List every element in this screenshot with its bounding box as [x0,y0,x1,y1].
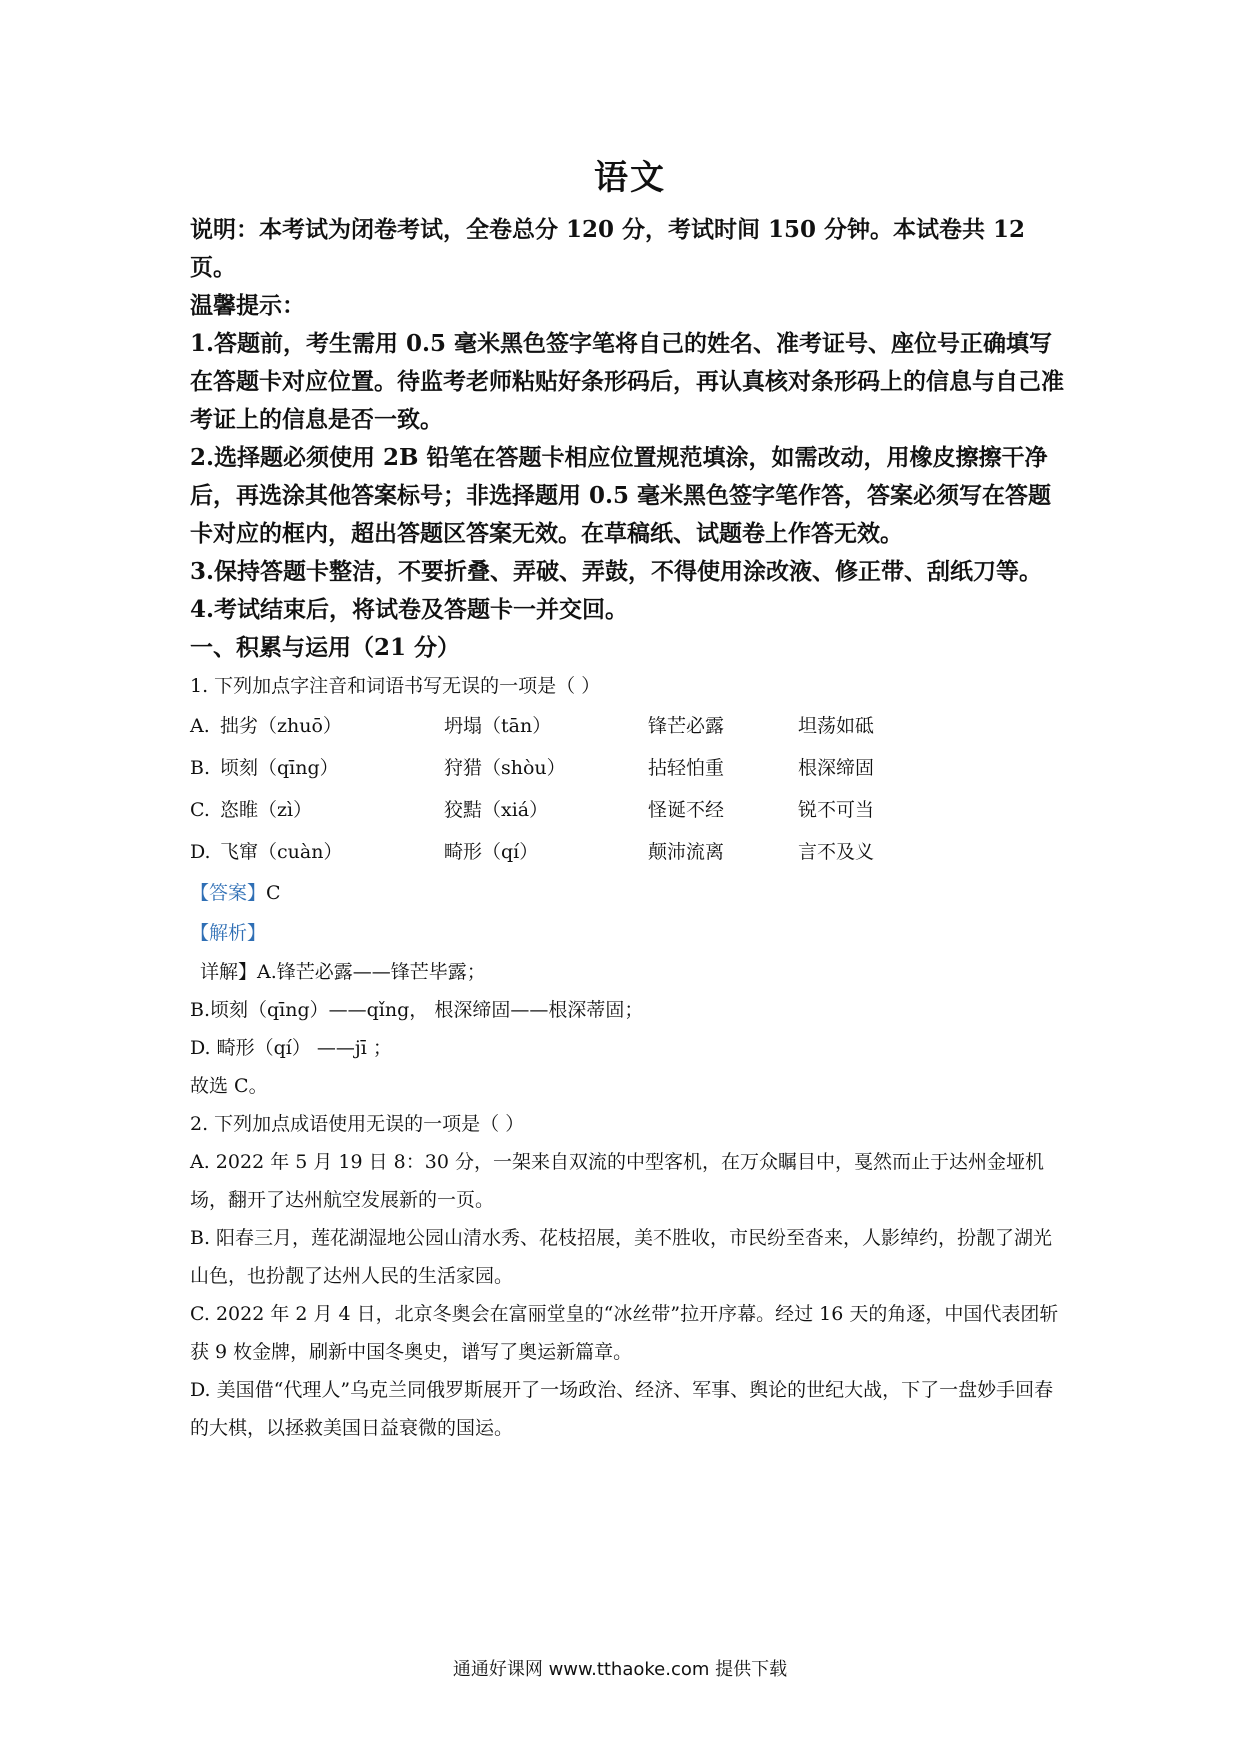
analysis-line: D. 畸形（qí） ——jī ； [190,1037,392,1059]
question-option: B. 阳春三月，莲花湖湿地公园山清水秀、花枝招展，美不胜收，市民纷至沓来，人影绰约，扮靓了湖光山色，也扮靓了达州人民的生活家园。 [190,1227,1053,1287]
option-row [190,747,1070,789]
answer-line [190,873,1070,913]
option-word: 狡黠（xiá） [444,799,549,821]
analysis-line: B.顷刻（qīng）——qǐng， 根深缔固——根深蒂固； [190,999,644,1021]
option-label: B. [190,757,211,779]
option-row [190,831,1070,873]
option-word: 坦荡如砥 [798,715,875,737]
page-title: 语文 [594,158,666,198]
option-word: 根深缔固 [798,757,875,779]
option-label: C. [190,799,210,821]
option-word: 拈轻怕重 [648,757,725,779]
question-option: D. 美国借“代理人”乌克兰同俄罗斯展开了一场政治、经济、军事、舆论的世纪大战，下了一盘妙手回春的大棋，以拯救美国日益衰微的国运。 [190,1379,1054,1439]
option-word: 畸形（qí） [444,841,539,863]
tip-item: 4.考试结束后，将试卷及答题卡一并交回。 [190,596,629,623]
tip-item: 2.选择题必须使用 2B 铅笔在答题卡相应位置规范填涂，如需改动，用橡皮擦擦干净后，再选涂其他答案标号；非选择题用 0.5 毫米黑色签字笔作答，答案必须写在答题卡对应的框内，超出答题区答案无效。在草稿纸、试题卷上作答无效。 [190,444,1052,547]
option-word: 坍塌（tān） [444,715,552,737]
analysis-line: 故选 C。 [190,1075,268,1097]
option-word: 狩猎（shòu） [444,757,566,779]
tip-item: 3.保持答题卡整洁，不要折叠、弄破、弄鼓，不得使用涂改液、修正带、刮纸刀等。 [190,558,1043,585]
option-word: 言不及义 [798,841,875,863]
page-footer: 通通好课网 www.tthaoke.com 提供下载 [452,1659,788,1680]
question-stem: 1. 下列加点字注音和词语书写无误的一项是（ ） [190,675,601,697]
analysis-tag: 【解析】 [190,922,267,944]
option-word: 拙劣（zhuō） [220,715,342,737]
section-heading: 一、积累与运用（21 分） [190,634,461,661]
answer-value: C [266,882,281,904]
option-word: 顷刻（qīng） [220,757,339,779]
analysis-line: 详解】A.锋芒必露——锋芒毕露； [200,961,486,983]
option-label: A. [190,715,210,737]
option-label: D. [190,841,211,863]
tip-item: 1.答题前，考生需用 0.5 毫米黑色签字笔将自己的姓名、准考证号、座位号正确填写在答题卡对应位置。待监考老师粘贴好条形码后，再认真核对条形码上的信息与自己准考证上的信息是否一致。 [190,330,1064,433]
question-option: C. 2022 年 2 月 4 日，北京冬奥会在富丽堂皇的“冰丝带”拉开序幕。经过 16 天的角逐，中国代表团斩获 9 枚金牌，刷新中国冬奥史，谱写了奥运新篇章。 [190,1303,1059,1363]
option-word: 恣睢（zì） [220,799,313,821]
exam-page [190,150,1070,1447]
question-option: A. 2022 年 5 月 19 日 8：30 分，一架来自双流的中型客机，在万众瞩目中，戛然而止于达州金垭机场，翻开了达州航空发展新的一页。 [190,1151,1044,1211]
question-stem: 2. 下列加点成语使用无误的一项是（ ） [190,1113,525,1135]
answer-tag: 【答案】 [190,882,267,904]
tips-heading: 温馨提示： [190,292,305,319]
option-word: 怪诞不经 [648,799,725,821]
option-word: 飞窜（cuàn） [220,841,343,863]
option-word: 锐不可当 [798,799,875,821]
option-row [190,789,1070,831]
option-word: 颠沛流离 [648,841,725,863]
exam-note: 说明：本考试为闭卷考试，全卷总分 120 分，考试时间 150 分钟。本试卷共 12 页。 [190,216,1026,281]
option-row [190,705,1070,747]
option-word: 锋芒必露 [648,715,725,737]
